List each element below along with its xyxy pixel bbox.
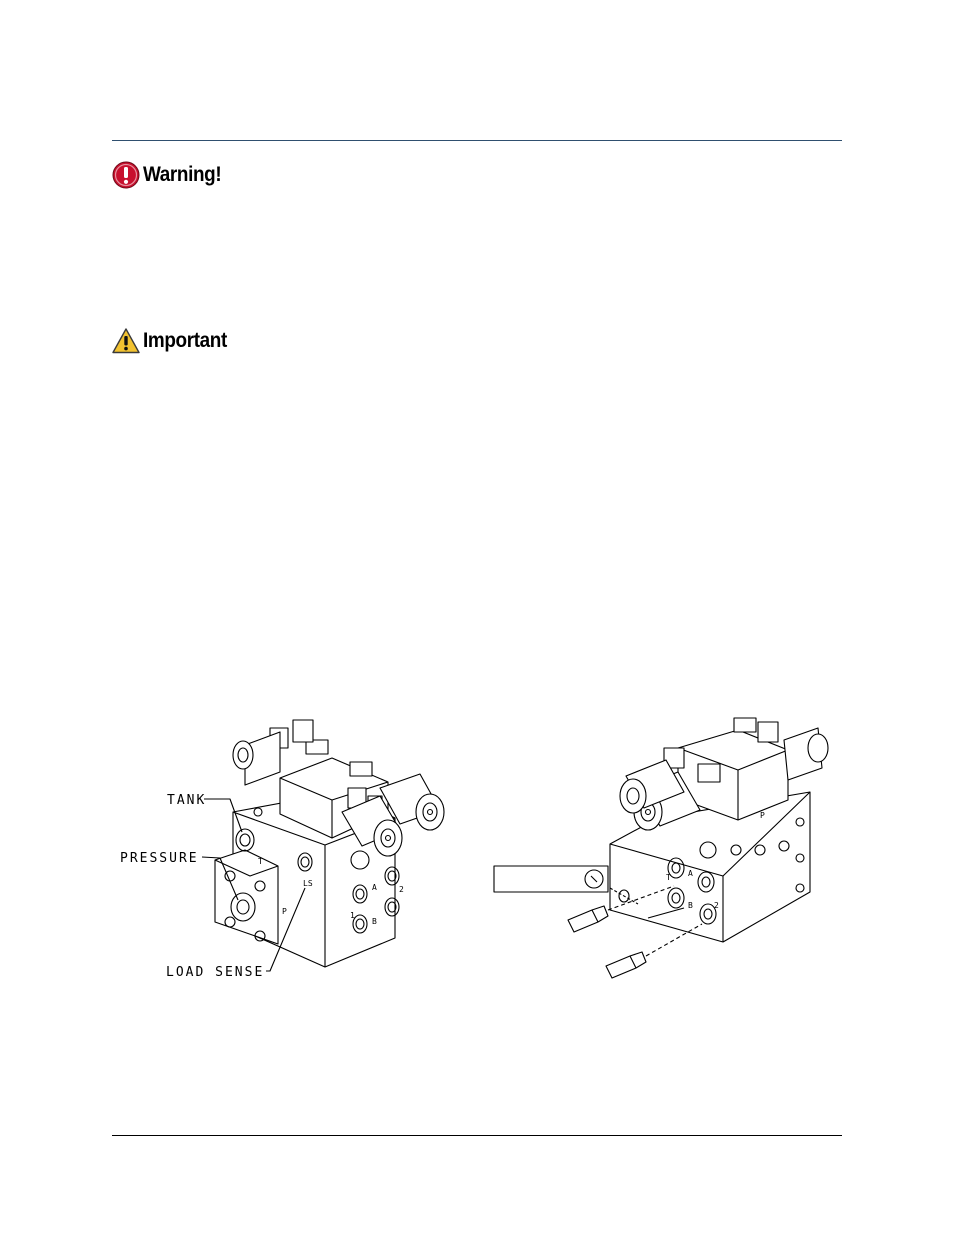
callout-load-sense: LOAD SENSE <box>166 965 265 980</box>
port-label-a: A <box>372 883 377 892</box>
important-notice <box>112 326 236 356</box>
important-title: Important <box>143 329 227 352</box>
right-coil <box>784 728 828 780</box>
warning-triangle-icon <box>112 327 140 355</box>
footer-rule <box>112 1135 842 1136</box>
port-label-p: P <box>282 907 287 916</box>
callout-pressure: PRESSURE <box>120 851 199 866</box>
manifold-orifice-diagram <box>488 700 834 1000</box>
warning-title: Warning! <box>143 163 222 186</box>
port-label-t: T <box>666 873 671 882</box>
manifold-port-diagram <box>110 700 470 1000</box>
port-label-b: B <box>688 901 693 910</box>
left-coil <box>233 732 280 785</box>
port-label-1: 1 <box>350 911 355 920</box>
port-label-ls: LS <box>303 879 313 888</box>
port-label-b: B <box>372 917 377 926</box>
pressure-adaptor-plate <box>215 850 278 944</box>
port-label-a: A <box>688 869 693 878</box>
header-rule <box>112 140 842 141</box>
warning-notice <box>112 160 230 190</box>
exclamation-circle-icon <box>112 161 140 189</box>
orifice-note-box <box>494 866 608 892</box>
port-label-2: 2 <box>714 901 719 910</box>
port-label-2: 2 <box>399 885 404 894</box>
port-label-t: T <box>258 857 263 866</box>
port-label-p: P <box>760 811 765 820</box>
callout-tank: TANK <box>167 793 207 808</box>
